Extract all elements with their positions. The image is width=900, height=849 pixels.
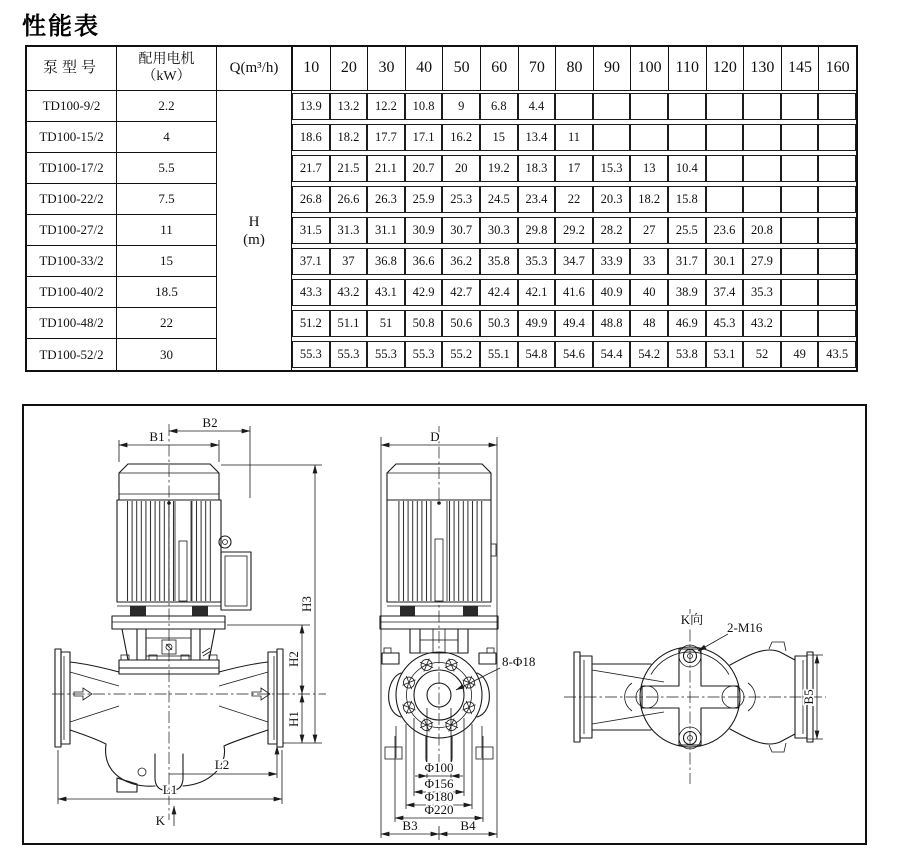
dim-label-b2: B2 xyxy=(202,415,218,430)
model-cell: TD100-48/2 xyxy=(27,308,117,339)
table-cell: 21.5 xyxy=(330,155,368,182)
table-cell: 42.9 xyxy=(405,279,443,306)
table-cell xyxy=(743,186,781,213)
table-cell xyxy=(593,93,631,120)
head-unit-line2: (m) xyxy=(243,231,265,248)
table-cell: 17.1 xyxy=(405,124,443,151)
table-cell: 31.7 xyxy=(668,248,706,275)
col-header-model: 泵型号 xyxy=(27,47,117,90)
table-cell: 35.8 xyxy=(480,248,518,275)
table-cell: 23.6 xyxy=(706,217,744,244)
table-cell: 6.8 xyxy=(480,93,518,120)
table-cell: 13.4 xyxy=(518,124,556,151)
table-cell: 31.1 xyxy=(367,217,405,244)
table-cell: 26.6 xyxy=(330,186,368,213)
table-cell: 51.1 xyxy=(330,310,368,337)
model-cell: TD100-15/2 xyxy=(27,122,117,153)
motor-header-line2: （kW） xyxy=(142,68,191,84)
table-cell xyxy=(706,155,744,182)
table-cell: 50.8 xyxy=(405,310,443,337)
table-cell: 55.3 xyxy=(367,341,405,368)
model-cell: TD100-40/2 xyxy=(27,277,117,308)
table-cell: 42.1 xyxy=(518,279,556,306)
table-cell: 37.1 xyxy=(292,248,330,275)
table-cell: 41.6 xyxy=(555,279,593,306)
table-cell: 49 xyxy=(781,341,819,368)
model-cell: TD100-33/2 xyxy=(27,246,117,277)
table-cell xyxy=(781,279,819,306)
table-cell: 48.8 xyxy=(593,310,631,337)
table-cell: 16.2 xyxy=(442,124,480,151)
table-cell: 18.2 xyxy=(630,186,668,213)
front-view xyxy=(52,415,326,828)
flow-header-cell: 70 xyxy=(518,47,556,90)
table-cell xyxy=(781,124,819,151)
table-cell: 15 xyxy=(480,124,518,151)
motor-cell: 5.5 xyxy=(117,153,217,184)
motor-cell: 18.5 xyxy=(117,277,217,308)
dim-label-d220: Φ220 xyxy=(424,802,454,817)
table-cell: 42.7 xyxy=(442,279,480,306)
k-direction-view xyxy=(564,609,826,784)
table-cell: 50.3 xyxy=(480,310,518,337)
table-cell: 33 xyxy=(630,248,668,275)
table-cell xyxy=(743,93,781,120)
table-cell: 36.2 xyxy=(442,248,480,275)
table-cell: 53.8 xyxy=(668,341,706,368)
table-cell xyxy=(668,93,706,120)
table-cell: 21.1 xyxy=(367,155,405,182)
table-cell: 25.9 xyxy=(405,186,443,213)
table-cell: 15.3 xyxy=(593,155,631,182)
table-cell xyxy=(630,124,668,151)
table-cell: 10.8 xyxy=(405,93,443,120)
table-cell: 23.4 xyxy=(518,186,556,213)
table-cell: 20.8 xyxy=(743,217,781,244)
table-cell: 35.3 xyxy=(518,248,556,275)
dim-label-l2: L2 xyxy=(214,757,230,772)
table-cell: 26.8 xyxy=(292,186,330,213)
motor-cell: 15 xyxy=(117,246,217,277)
flow-header-cell: 40 xyxy=(405,47,443,90)
table-cell xyxy=(818,279,856,306)
table-body xyxy=(27,91,856,370)
motor-cell: 7.5 xyxy=(117,184,217,215)
dim-label-thread: 2-M16 xyxy=(727,620,763,635)
table-cell xyxy=(818,310,856,337)
table-cell: 43.1 xyxy=(367,279,405,306)
flow-header-cell: 100 xyxy=(630,47,668,90)
dim-label-h1: H1 xyxy=(286,711,301,727)
table-cell xyxy=(818,93,856,120)
table-cell: 37 xyxy=(330,248,368,275)
flow-header-cell: 120 xyxy=(706,47,744,90)
table-cell: 4.4 xyxy=(518,93,556,120)
table-cell: 25.3 xyxy=(442,186,480,213)
flow-header-cell: 145 xyxy=(781,47,819,90)
table-cell: 43.5 xyxy=(818,341,856,368)
table-cell: 49.9 xyxy=(518,310,556,337)
motor-column xyxy=(117,91,217,370)
table-cell: 43.3 xyxy=(292,279,330,306)
table-cell: 26.3 xyxy=(367,186,405,213)
dim-label-k: K xyxy=(155,813,165,828)
table-cell: 33.9 xyxy=(593,248,631,275)
table-cell xyxy=(630,93,668,120)
pump-dimension-drawing xyxy=(24,406,865,843)
table-cell: 51 xyxy=(367,310,405,337)
table-cell: 28.2 xyxy=(593,217,631,244)
flow-header-cell: 10 xyxy=(292,47,330,90)
col-header-motor xyxy=(117,47,217,90)
table-cell: 20 xyxy=(442,155,480,182)
table-cell: 27 xyxy=(630,217,668,244)
motor-header-line1: 配用电机 xyxy=(138,52,195,68)
flow-header-cell: 90 xyxy=(593,47,631,90)
table-cell xyxy=(706,186,744,213)
dim-label-d180: Φ180 xyxy=(424,789,454,804)
table-cell: 18.6 xyxy=(292,124,330,151)
table-cell: 22 xyxy=(555,186,593,213)
table-cell xyxy=(781,93,819,120)
table-cell: 13 xyxy=(630,155,668,182)
head-unit-line1: H xyxy=(248,213,260,230)
dim-label-h2: H2 xyxy=(286,651,301,667)
table-cell: 36.6 xyxy=(405,248,443,275)
model-cell: TD100-27/2 xyxy=(27,215,117,246)
table-cell xyxy=(781,155,819,182)
table-cell xyxy=(818,217,856,244)
table-cell: 18.3 xyxy=(518,155,556,182)
table-cell: 30.9 xyxy=(405,217,443,244)
view-label-k: K向 xyxy=(680,612,704,627)
table-cell: 9 xyxy=(442,93,480,120)
table-cell: 55.2 xyxy=(442,341,480,368)
dim-label-bolt-holes: 8-Φ18 xyxy=(502,654,536,669)
table-cell: 35.3 xyxy=(743,279,781,306)
table-cell: 29.8 xyxy=(518,217,556,244)
table-cell: 55.1 xyxy=(480,341,518,368)
flow-header-cell: 130 xyxy=(743,47,781,90)
table-cell xyxy=(555,93,593,120)
table-cell: 29.2 xyxy=(555,217,593,244)
table-cell xyxy=(781,248,819,275)
table-cell xyxy=(593,124,631,151)
table-cell xyxy=(818,124,856,151)
table-cell: 42.4 xyxy=(480,279,518,306)
performance-table xyxy=(25,45,858,372)
table-cell: 55.3 xyxy=(292,341,330,368)
table-cell: 30.7 xyxy=(442,217,480,244)
table-cell: 46.9 xyxy=(668,310,706,337)
table-cell: 31.3 xyxy=(330,217,368,244)
table-cell: 30.1 xyxy=(706,248,744,275)
table-cell xyxy=(743,124,781,151)
table-cell: 17 xyxy=(555,155,593,182)
table-cell: 49.4 xyxy=(555,310,593,337)
dim-label-d156: Φ156 xyxy=(424,776,454,791)
flow-header-cell: 160 xyxy=(818,47,856,90)
dimension-drawing-box xyxy=(22,404,867,845)
table-cell: 17.7 xyxy=(367,124,405,151)
col-header-flow: Q(m³/h) xyxy=(217,47,292,90)
table-cell xyxy=(743,155,781,182)
flow-header-cell: 60 xyxy=(480,47,518,90)
dim-label-b5: B5 xyxy=(801,689,816,705)
table-cell: 55.3 xyxy=(405,341,443,368)
table-cell xyxy=(781,217,819,244)
model-cell: TD100-22/2 xyxy=(27,184,117,215)
motor-cell: 2.2 xyxy=(117,91,217,122)
table-cell xyxy=(781,186,819,213)
table-cell: 10.4 xyxy=(668,155,706,182)
table-cell: 21.7 xyxy=(292,155,330,182)
motor-cell: 4 xyxy=(117,122,217,153)
motor-cell: 30 xyxy=(117,339,217,370)
table-cell: 20.3 xyxy=(593,186,631,213)
table-cell: 43.2 xyxy=(743,310,781,337)
dim-label-d100: Φ100 xyxy=(424,760,454,775)
table-cell: 54.8 xyxy=(518,341,556,368)
table-cell xyxy=(818,248,856,275)
dim-label-b4: B4 xyxy=(460,818,476,833)
table-cell xyxy=(818,155,856,182)
table-cell: 54.2 xyxy=(630,341,668,368)
table-cell: 20.7 xyxy=(405,155,443,182)
table-cell xyxy=(818,186,856,213)
table-cell xyxy=(781,310,819,337)
head-values-grid xyxy=(292,91,856,370)
table-cell: 37.4 xyxy=(706,279,744,306)
table-cell: 24.5 xyxy=(480,186,518,213)
model-cell: TD100-17/2 xyxy=(27,153,117,184)
flow-header-cell: 50 xyxy=(442,47,480,90)
table-cell: 40 xyxy=(630,279,668,306)
table-cell: 11 xyxy=(555,124,593,151)
dim-label-d: D xyxy=(430,429,440,444)
table-cell xyxy=(668,124,706,151)
head-unit-merged-cell xyxy=(217,91,292,370)
table-cell: 52 xyxy=(743,341,781,368)
table-cell: 19.2 xyxy=(480,155,518,182)
side-view xyxy=(380,426,535,840)
flow-header-cell: 20 xyxy=(330,47,368,90)
table-cell: 31.5 xyxy=(292,217,330,244)
table-cell: 13.2 xyxy=(330,93,368,120)
table-header-row xyxy=(27,47,856,91)
table-cell xyxy=(706,93,744,120)
table-cell: 40.9 xyxy=(593,279,631,306)
table-cell: 45.3 xyxy=(706,310,744,337)
table-cell: 27.9 xyxy=(743,248,781,275)
table-cell: 38.9 xyxy=(668,279,706,306)
model-cell: TD100-52/2 xyxy=(27,339,117,370)
table-cell: 36.8 xyxy=(367,248,405,275)
page-title: 性能表 xyxy=(22,13,100,40)
motor-cell: 11 xyxy=(117,215,217,246)
table-cell: 30.3 xyxy=(480,217,518,244)
table-cell: 18.2 xyxy=(330,124,368,151)
table-cell: 12.2 xyxy=(367,93,405,120)
table-cell: 50.6 xyxy=(442,310,480,337)
table-cell: 13.9 xyxy=(292,93,330,120)
table-cell: 54.6 xyxy=(555,341,593,368)
table-cell: 43.2 xyxy=(330,279,368,306)
table-cell: 15.8 xyxy=(668,186,706,213)
table-cell: 48 xyxy=(630,310,668,337)
flow-header-cell: 80 xyxy=(555,47,593,90)
table-cell: 55.3 xyxy=(330,341,368,368)
table-cell: 25.5 xyxy=(668,217,706,244)
flow-header-cell: 30 xyxy=(367,47,405,90)
dim-label-b1: B1 xyxy=(149,429,165,444)
flow-header-cell: 110 xyxy=(668,47,706,90)
table-cell: 51.2 xyxy=(292,310,330,337)
table-cell: 53.1 xyxy=(706,341,744,368)
model-column xyxy=(27,91,117,370)
model-cell: TD100-9/2 xyxy=(27,91,117,122)
motor-cell: 22 xyxy=(117,308,217,339)
dim-label-b3: B3 xyxy=(402,818,418,833)
dim-label-l1: L1 xyxy=(162,782,178,797)
table-cell: 54.4 xyxy=(593,341,631,368)
table-cell: 34.7 xyxy=(555,248,593,275)
table-cell xyxy=(706,124,744,151)
dim-label-h3: H3 xyxy=(299,596,314,612)
